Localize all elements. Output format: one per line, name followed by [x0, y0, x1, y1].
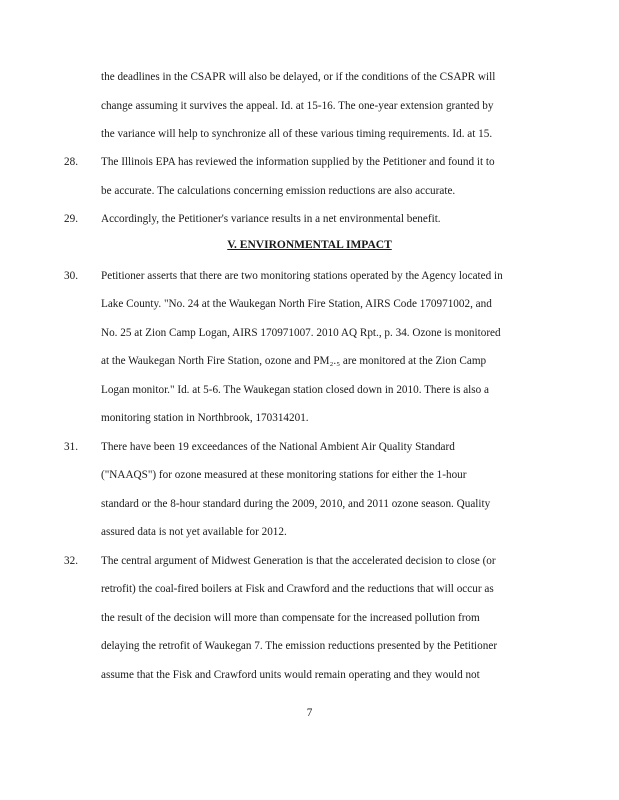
paragraph-number: 32.	[64, 555, 78, 567]
continuation-line: the variance will help to synchronize all of these various timing requirements. Id. at 15.	[101, 128, 493, 140]
paragraph-line: standard or the 8-hour standard during the 2009, 2010, and 2011 ozone season. Quality	[101, 498, 491, 510]
paragraph-line: Accordingly, the Petitioner's variance results in a net environmental benefit.	[101, 213, 441, 225]
paragraph-number: 31.	[64, 441, 78, 453]
paragraph-line: retrofit) the coal-fired boilers at Fisk and Crawford and the reductions that will occur as	[101, 583, 494, 595]
paragraph-line: assured data is not yet available for 2012.	[101, 526, 287, 538]
section-heading: V. ENVIRONMENTAL IMPACT	[227, 239, 392, 251]
paragraph-line: delaying the retrofit of Waukegan 7. The emission reductions presented by the Petitioner	[101, 640, 498, 652]
paragraph-number: 28.	[64, 156, 78, 168]
paragraph-line: the result of the decision will more than compensate for the increased pollution from	[101, 612, 480, 624]
paragraph-line: be accurate. The calculations concerning emission reductions are also accurate.	[101, 185, 456, 197]
paragraph-line: monitoring station in Northbrook, 170314201.	[101, 412, 309, 424]
paragraph-line: Lake County. "No. 24 at the Waukegan North Fire Station, AIRS Code 170971002, and	[101, 298, 492, 310]
paragraph-number: 30.	[64, 270, 78, 282]
paragraph-line: No. 25 at Zion Camp Logan, AIRS 170971007. 2010 AQ Rpt., p. 34. Ozone is monitored	[101, 327, 501, 339]
continuation-line: change assuming it survives the appeal. Id. at 15-16. The one-year extension granted by	[101, 100, 494, 112]
paragraph-line: ("NAAQS") for ozone measured at these monitoring stations for either the 1-hour	[101, 469, 467, 481]
paragraph-line: The Illinois EPA has reviewed the information supplied by the Petitioner and found it to	[101, 156, 495, 168]
paragraph-line: assume that the Fisk and Crawford units would remain operating and they would not	[101, 669, 480, 681]
paragraph-line: The central argument of Midwest Generation is that the accelerated decision to close (or	[101, 555, 496, 567]
page-number: 7	[306, 707, 313, 719]
paragraph-number: 29.	[64, 213, 78, 225]
paragraph-line: at the Waukegan North Fire Station, ozone and PM₂.₅ are monitored at the Zion Camp	[101, 355, 487, 367]
continuation-line: the deadlines in the CSAPR will also be delayed, or if the conditions of the CSAPR will	[101, 71, 496, 83]
paragraph-line: There have been 19 exceedances of the National Ambient Air Quality Standard	[101, 441, 455, 453]
paragraph-line: Petitioner asserts that there are two monitoring stations operated by the Agency located in	[101, 270, 503, 282]
paragraph-line: Logan monitor." Id. at 5-6. The Waukegan station closed down in 2010. There is also a	[101, 384, 490, 396]
